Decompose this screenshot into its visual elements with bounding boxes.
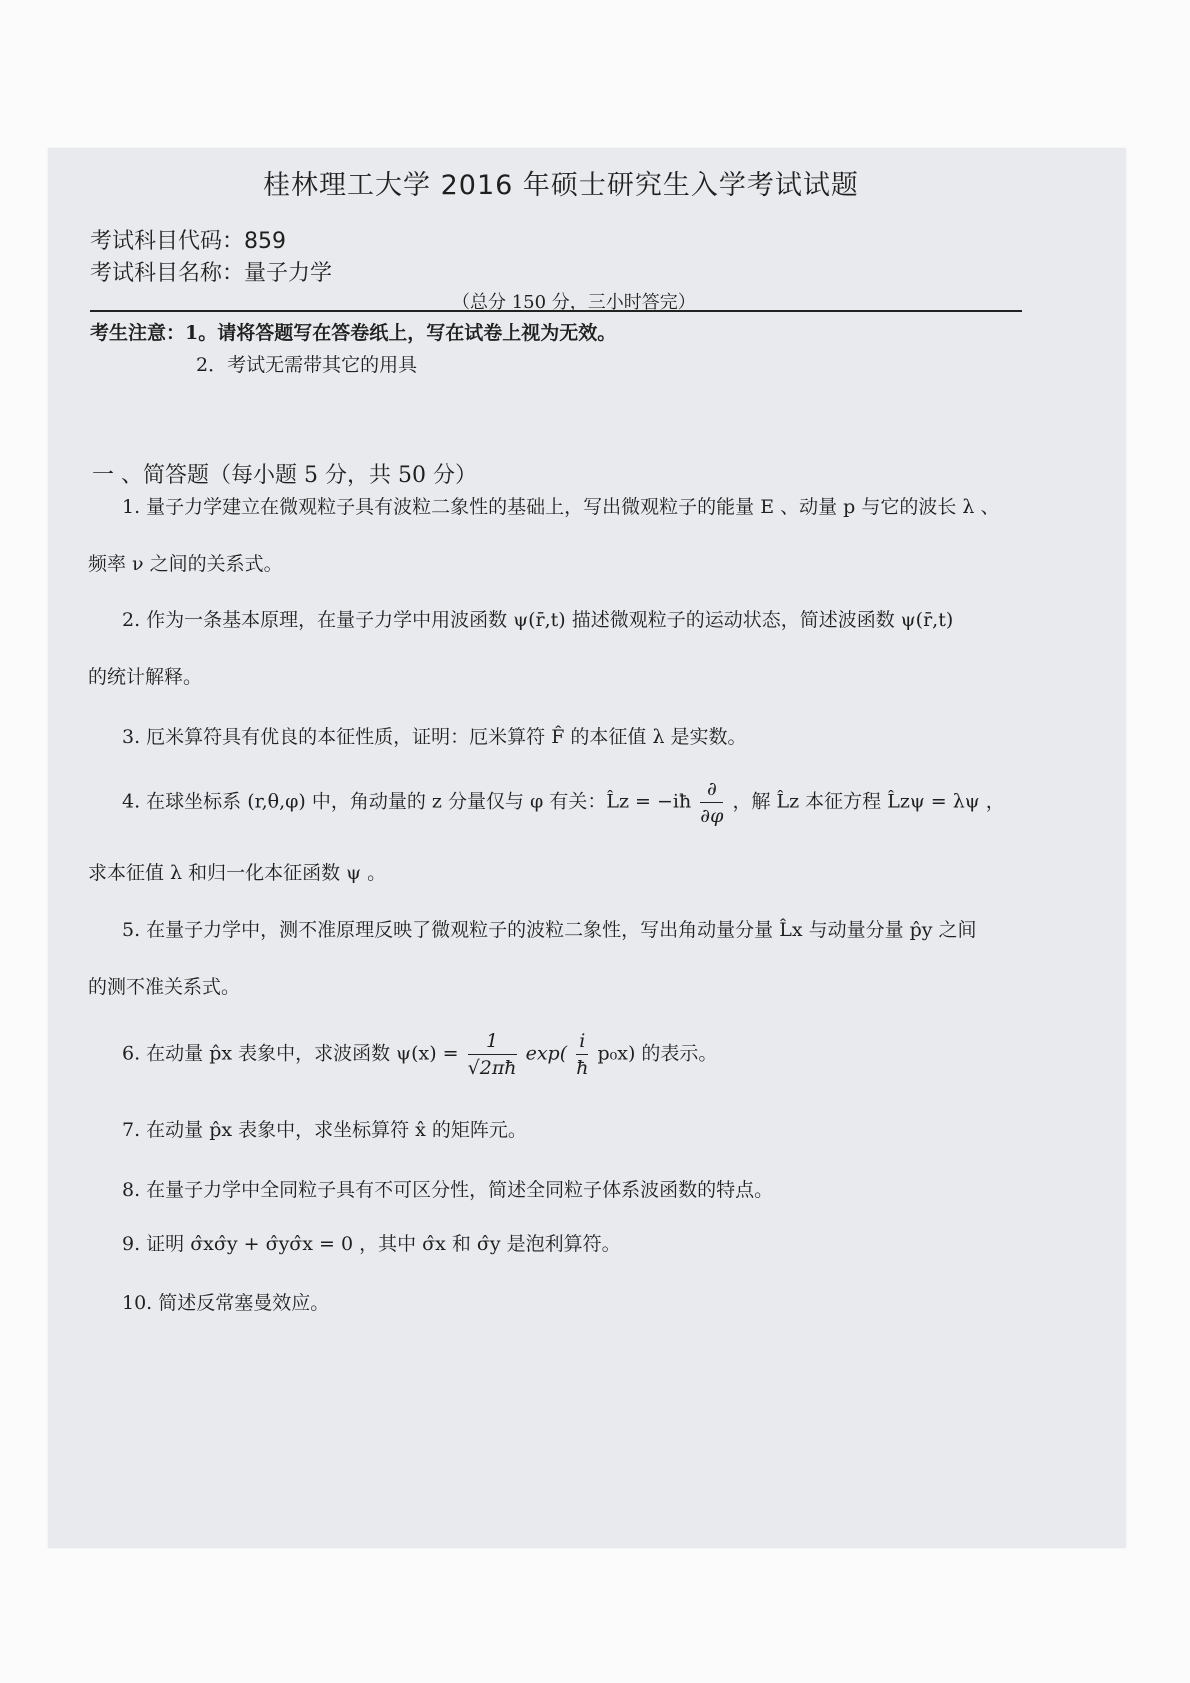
question-4-line-2: 求本征值 λ 和归一化本征函数 ψ 。 — [88, 862, 387, 884]
question-1-line-1: 1. 量子力学建立在微观粒子具有波粒二象性的基础上，写出微观粒子的能量 E 、动量 p 与它的波长 λ 、 — [122, 496, 1000, 518]
subject-code: 859 — [244, 229, 287, 254]
question-10: 10. 简述反常塞曼效应。 — [122, 1292, 330, 1314]
q6-text-pre: 6. 在动量 p̂x 表象中，求波函数 ψ(x) = — [122, 1042, 459, 1065]
q6-text-post: p₀x) 的表示。 — [597, 1042, 718, 1065]
question-2-line-2: 的统计解释。 — [88, 666, 203, 688]
q4-fraction-denominator: ∂φ — [700, 805, 724, 827]
q4-text-pre: 4. 在球坐标系 (r,θ,φ) 中，角动量的 z 分量仅与 φ 有关：L̂z = −iħ — [122, 790, 692, 813]
question-2-line-1: 2. 作为一条基本原理，在量子力学中用波函数 ψ(r̄,t) 描述微观粒子的运动状态，简述波函数 ψ(r̄,t) — [122, 609, 954, 631]
header-divider — [90, 310, 1022, 312]
exam-title: 桂林理工大学 2016 年硕士研究生入学考试试题 — [263, 170, 859, 201]
notice-label: 考生注意： — [90, 322, 186, 344]
question-3: 3. 厄米算符具有优良的本征性质，证明：厄米算符 F̂ 的本征值 λ 是实数。 — [122, 726, 747, 748]
subject-code-label: 考试科目代码： — [90, 229, 245, 254]
score-note: （总分 150 分，三小时答完） — [452, 292, 696, 313]
q6-fraction-denominator: √2πħ — [467, 1057, 517, 1079]
q4-fraction-numerator: ∂ — [700, 778, 723, 803]
q6-exponent-numerator: i — [576, 1030, 588, 1055]
question-4-line-1 — [122, 778, 1005, 827]
subject-code-line — [90, 224, 286, 255]
question-5-line-2: 的测不准关系式。 — [88, 976, 241, 998]
subject-name-line — [90, 256, 332, 287]
question-6 — [122, 1030, 717, 1079]
question-8: 8. 在量子力学中全同粒子具有不可区分性，简述全同粒子体系波函数的特点。 — [122, 1179, 774, 1201]
subject-name-label: 考试科目名称： — [90, 261, 245, 286]
q6-exponent-fraction — [576, 1030, 588, 1079]
notice-item-2: 2．考试无需带其它的用具 — [196, 354, 418, 376]
subject-name: 量子力学 — [244, 261, 333, 286]
question-5-line-1: 5. 在量子力学中，测不准原理反映了微观粒子的波粒二象性，写出角动量分量 L̂x 与动量分量 p̂y 之间 — [122, 919, 977, 941]
q4-partial-fraction — [700, 778, 723, 827]
q6-exponent-denominator: ħ — [576, 1057, 589, 1079]
q6-normalization-fraction — [468, 1030, 517, 1079]
question-7: 7. 在动量 p̂x 表象中，求坐标算符 x̂ 的矩阵元。 — [122, 1119, 527, 1141]
question-9: 9. 证明 σ̂xσ̂y + σ̂yσ̂x = 0 ，其中 σ̂x 和 σ̂y 是泡利算符。 — [122, 1233, 621, 1255]
notice-item-1: 1。请将答题写在答卷纸上，写在试卷上视为无效。 — [185, 322, 617, 344]
q6-exp: exp( — [525, 1042, 568, 1065]
section-title: 一 、简答题（每小题 5 分，共 50 分） — [92, 463, 477, 488]
notice-line-1 — [90, 318, 616, 345]
q6-fraction-numerator: 1 — [468, 1030, 517, 1055]
q4-text-post: ，解 L̂z 本征方程 L̂zψ = λψ ， — [732, 790, 1005, 813]
question-1-line-2: 频率 ν 之间的关系式。 — [88, 553, 283, 575]
